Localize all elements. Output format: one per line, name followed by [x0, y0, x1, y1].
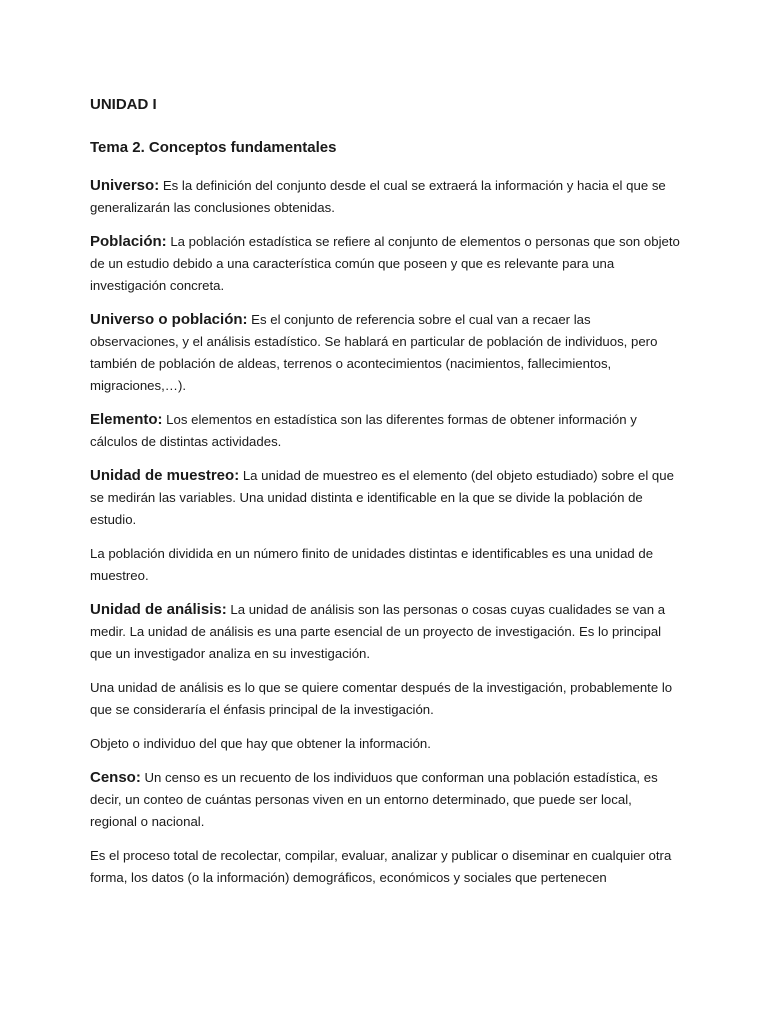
paragraph-poblacion — [90, 231, 680, 297]
term: Unidad de muestreo: — [90, 467, 240, 484]
document-page — [90, 94, 680, 901]
paragraph-muestreo-detalle — [90, 543, 680, 587]
paragraph-censo — [90, 767, 680, 833]
paragraph-analisis-detalle — [90, 677, 680, 721]
term: Censo: — [90, 769, 141, 786]
paragraph-universo-o-poblacion — [90, 309, 680, 397]
body-text: La población dividida en un número finito de unidades distintas e identificables es una unidad de muestreo. — [90, 546, 654, 583]
definition: La población estadística se refiere al conjunto de elementos o personas que son objeto de un estudio debido a una característica común que poseen y que es relevante para una investigación concreta. — [90, 234, 680, 293]
term: Elemento: — [90, 411, 163, 428]
body-text: Una unidad de análisis es lo que se quiere comentar después de la investigación, probablemente lo que se consideraría el énfasis principal de la investigación. — [90, 680, 673, 717]
body-text: Es el proceso total de recolectar, compilar, evaluar, analizar y publicar o diseminar en cualquier otra forma, los datos (o la información) demográficos, económicos y sociales que pertenecen — [90, 848, 672, 885]
definition: La unidad de análisis son las personas o cosas cuyas cualidades se van a medir. La unidad de análisis es una parte esencial de un proyecto de investigación. Es lo principal que un investigador analiza en su investigación. — [90, 602, 666, 661]
term: Universo: — [90, 177, 160, 194]
term: Universo o población: — [90, 311, 248, 328]
definition: Es la definición del conjunto desde el cual se extraerá la información y hacia el que se generalizarán las conclusiones obtenidas. — [90, 178, 666, 215]
paragraph-unidad-de-analisis — [90, 599, 680, 665]
term: Población: — [90, 233, 167, 250]
paragraph-unidad-de-muestreo — [90, 465, 680, 531]
paragraph-universo — [90, 175, 680, 219]
paragraph-objeto — [90, 733, 680, 755]
definition: Los elementos en estadística son las diferentes formas de obtener información y cálculos de distintas actividades. — [90, 412, 637, 449]
definition: Es el conjunto de referencia sobre el cual van a recaer las observaciones, y el análisis estadístico. Se hablará en particular de población de individuos, pero también de población de aldeas, terrenos o acontecimientos (nacimientos, fallecimientos, migraciones,…). — [90, 312, 658, 393]
definition: La unidad de muestreo es el elemento (del objeto estudiado) sobre el que se medirán las variables. Una unidad distinta e identificable en la que se divide la población de estudio. — [90, 468, 674, 527]
paragraph-censo-proceso — [90, 845, 680, 889]
paragraph-elemento — [90, 409, 680, 453]
term: Unidad de análisis: — [90, 601, 227, 618]
topic-heading: Tema 2. Conceptos fundamentales — [90, 139, 337, 156]
definition: Un censo es un recuento de los individuos que conforman una población estadística, es decir, un conteo de cuántas personas viven en un entorno determinado, que puede ser local, regional o nacional. — [90, 770, 658, 829]
body-text: Objeto o individuo del que hay que obtener la información. — [90, 736, 431, 751]
unit-heading: UNIDAD I — [90, 96, 157, 113]
